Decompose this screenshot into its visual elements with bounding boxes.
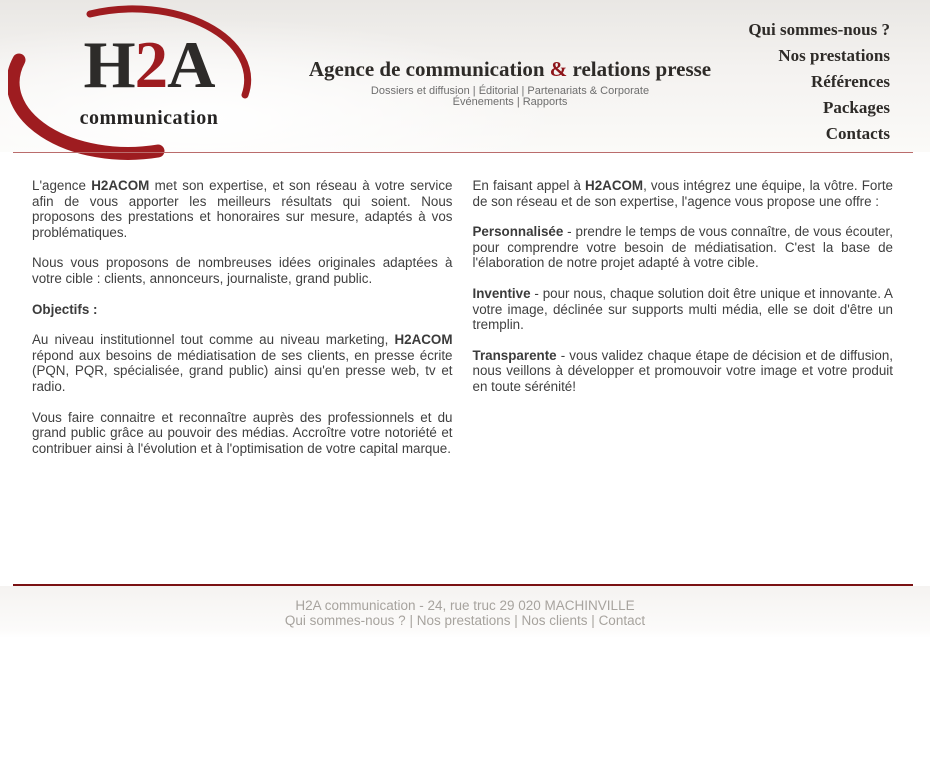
logo-wordmark xyxy=(8,28,290,102)
paragraph-idees: Nous vous proposons de nombreuses idées originales adaptées à votre cible : clients, annonceurs, journaliste, grand public. xyxy=(32,255,453,286)
footer-links: Qui sommes-nous ? | Nos prestations | Nos clients | Contact xyxy=(284,613,646,628)
footer-address: H2A communication - 24, rue truc 29 020 MACHINVILLE xyxy=(295,598,635,613)
paragraph-inventive: Inventive - pour nous, chaque solution doit être unique et innovante. A votre image, déclinée sur supports multi média, elle se doit d'être un tremplin. xyxy=(472,285,893,333)
paragraph-niveau: Au niveau institutionnel tout comme au niveau marketing, H2ACOM répond aux besoins de médiatisation de ses clients, en presse écrite (PQN, PQR, spécialisée, grand public) ainsi qu'en presse web, tv et radio. xyxy=(32,332,453,394)
logo-letter-h: H xyxy=(83,28,135,102)
paragraph-intro: L'agence H2ACOM met son expertise, et son réseau à votre service afin de vous apporter les meilleurs résultats qui soient. Nous proposons des prestations et honoraires sur mesure, adaptés à vos problématiques. xyxy=(32,178,453,240)
header xyxy=(0,0,930,152)
logo-digit-2: 2 xyxy=(134,28,168,102)
heading-objectifs: Objectifs : xyxy=(32,301,98,317)
nav-item-packages[interactable]: Packages xyxy=(822,98,890,117)
main-content xyxy=(32,178,893,471)
paragraph-transparente: Transparente - vous validez chaque étape de décision et de diffusion, nous veillons à développer et promouvoir votre image et votre produit en toute sérénité! xyxy=(472,347,893,394)
right-column xyxy=(473,178,894,471)
logo-letter-a: A xyxy=(167,28,215,102)
tagline-ampersand: & xyxy=(549,57,568,81)
main-nav xyxy=(748,17,890,147)
footer-divider xyxy=(13,584,913,586)
header-tagline xyxy=(290,57,730,108)
left-column xyxy=(32,178,453,471)
services-line-1: Dossiers et diffusion | Éditorial | Partenariats & Corporate xyxy=(370,85,650,97)
services-line-2: Événements | Rapports xyxy=(452,96,568,108)
nav-item-nos-prestations[interactable]: Nos prestations xyxy=(778,46,890,65)
footer-link[interactable]: Qui sommes-nous ? xyxy=(284,613,406,628)
nav-item-references[interactable]: Références xyxy=(811,72,890,91)
paragraph-notoriete: Vous faire connaitre et reconnaître auprès des professionnels et du grand public grâce au pouvoir des médias. Accroître votre notoriété et contribuer ainsi à l'évolution et à l'optimisation de votre capital marque. xyxy=(32,409,453,456)
nav-item-contacts[interactable]: Contacts xyxy=(825,124,890,143)
tagline-part-2: relations presse xyxy=(567,57,712,81)
footer-link[interactable]: Nos clients xyxy=(521,613,588,628)
logo-subtitle: communication xyxy=(79,107,219,129)
nav-item-qui-sommes-nous[interactable]: Qui sommes-nous ? xyxy=(748,20,890,39)
services-list xyxy=(290,86,730,108)
paragraph-appel: En faisant appel à H2ACOM, vous intégrez une équipe, la vôtre. Forte de son réseau et de son expertise, l'agence vous propose une offre : xyxy=(472,178,893,209)
footer-link[interactable]: Contact xyxy=(598,613,646,628)
agency-tagline xyxy=(290,57,730,81)
header-divider xyxy=(13,152,913,153)
paragraph-personnalisee: Personnalisée - prendre le temps de vous connaître, de vous écouter, pour comprendre votre besoin de médiatisation. C'est la base de l'élaboration de notre projet adapté à votre cible. xyxy=(472,224,893,271)
logo[interactable] xyxy=(8,0,290,160)
tagline-part-1: Agence de communication xyxy=(308,57,550,81)
footer-link[interactable]: Nos prestations xyxy=(416,613,511,628)
